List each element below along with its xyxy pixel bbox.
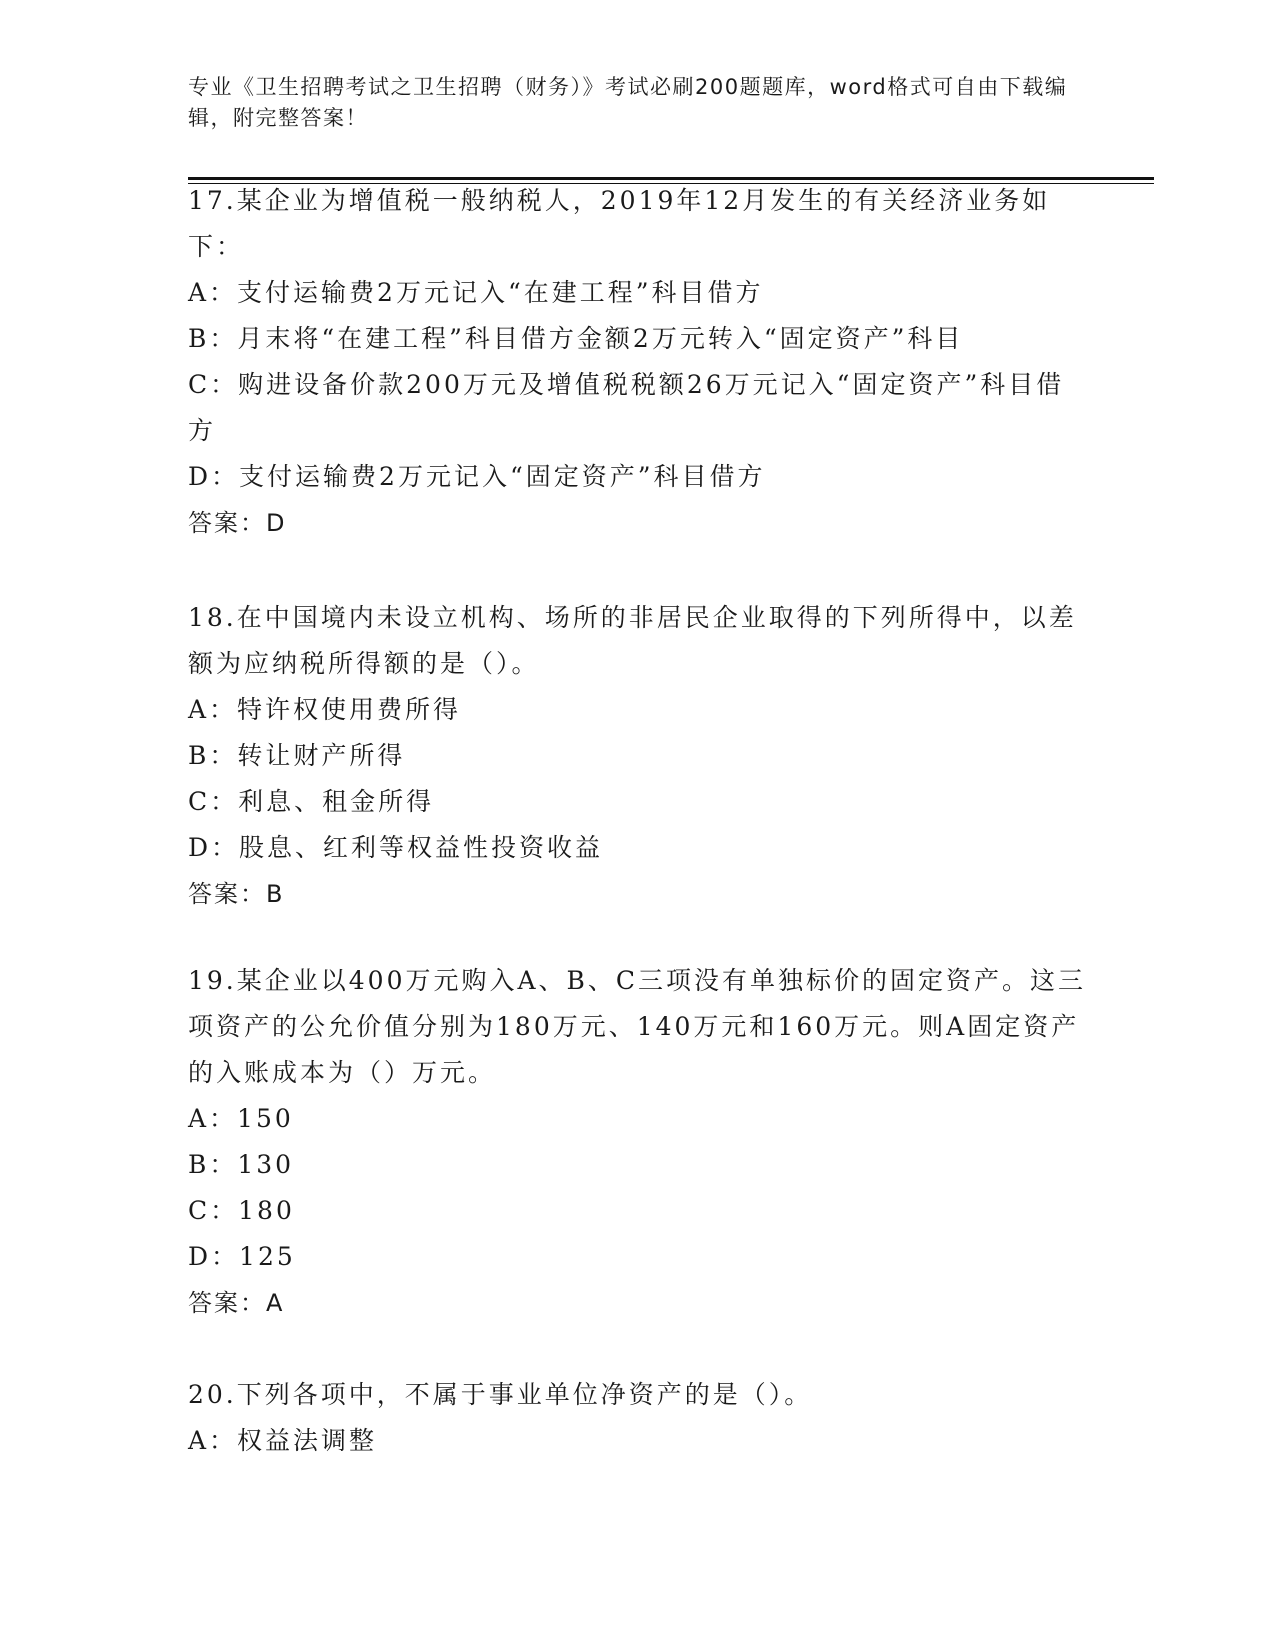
option-d: D：支付运输费2万元记入“固定资产”科目借方 xyxy=(188,462,766,491)
answer: 答案：A xyxy=(188,1289,285,1317)
header-text: 专业《卫生招聘考试之卫生招聘（财务）》考试必刷200题题库，word格式可自由下载编辑，附完整答案！ xyxy=(188,75,1068,130)
answer: 答案：B xyxy=(188,880,285,908)
option-d: D：股息、红利等权益性投资收益 xyxy=(188,833,604,862)
question-20 xyxy=(188,1372,1088,1464)
question-18 xyxy=(188,595,1088,917)
option-c: C：利息、租金所得 xyxy=(188,787,435,816)
question-17 xyxy=(188,178,1088,546)
question-19 xyxy=(188,958,1088,1326)
option-a: A：特许权使用费所得 xyxy=(188,695,462,724)
option-b: B：130 xyxy=(188,1150,295,1179)
option-d: D：125 xyxy=(188,1242,296,1271)
option-a: A：150 xyxy=(188,1104,294,1133)
option-b: B：转让财产所得 xyxy=(188,741,406,770)
option-c: C：购进设备价款200万元及增值税税额26万元记入“固定资产”科目借方 xyxy=(188,370,1065,445)
option-a: A：支付运输费2万元记入“在建工程”科目借方 xyxy=(188,278,764,307)
question-stem: 17.某企业为增值税一般纳税人，2019年12月发生的有关经济业务如下： xyxy=(188,186,1051,261)
answer: 答案：D xyxy=(188,509,287,537)
option-b: B：月末将“在建工程”科目借方金额2万元转入“固定资产”科目 xyxy=(188,324,964,353)
option-a: A：权益法调整 xyxy=(188,1426,378,1455)
question-stem: 20.下列各项中，不属于事业单位净资产的是（）。 xyxy=(188,1380,813,1409)
question-stem: 19.某企业以400万元购入A、B、C三项没有单独标价的固定资产。这三项资产的公允价值分别为180万元、140万元和160万元。则A固定资产的入账成本为（）万元。 xyxy=(188,966,1087,1087)
page-header xyxy=(188,72,1068,134)
option-c: C：180 xyxy=(188,1196,295,1225)
question-stem: 18.在中国境内未设立机构、场所的非居民企业取得的下列所得中，以差额为应纳税所得额的是（）。 xyxy=(188,603,1077,678)
